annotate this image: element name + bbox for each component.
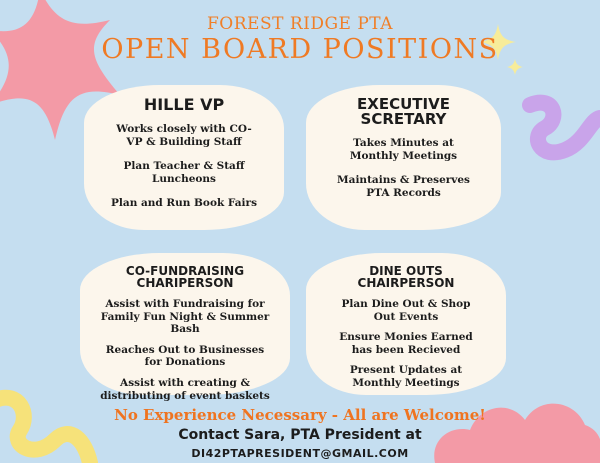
card-title: EXECUTIVE SCRETARY	[357, 95, 450, 128]
position-card-hille-vp	[84, 85, 284, 230]
card-title: CO-FUNDRAISING CHARIPERSON	[125, 264, 245, 290]
card-item: Ensure Monies Earned has been Recieved	[339, 331, 473, 356]
card-item: Reaches Out to Businesses for Donations	[105, 343, 265, 369]
lilac-squiggle-decoration	[500, 90, 600, 170]
card-item: Plan Dine Out & Shop Out Events	[341, 298, 471, 323]
card-item: Plan and Run Book Fairs	[111, 197, 257, 210]
contact-email-link[interactable]: DI42PTAPRESIDENT@GMAIL.COM	[191, 447, 409, 460]
card-item: Takes Minutes at Monthly Meetings	[349, 137, 458, 162]
position-card-executive-secretary	[306, 85, 501, 230]
card-item: Assist with creating & distributing of event baskets	[100, 376, 270, 402]
card-item: Assist with Fundraising for Family Fun Night & Summer Bash	[100, 298, 270, 336]
pink-wave-decoration	[0, 270, 90, 350]
position-card-co-fundraising	[80, 253, 290, 402]
card-item: Present Updates at Monthly Meetings	[349, 364, 463, 389]
card-title: DINE OUTS CHAIRPERSON	[357, 264, 455, 290]
card-item: Maintains & Preserves PTA Records	[337, 174, 470, 199]
page-title: OPEN BOARD POSITIONS	[101, 34, 499, 65]
org-name: FOREST RIDGE PTA	[207, 14, 393, 34]
card-item: Plan Teacher & Staff Luncheons	[123, 160, 245, 185]
tagline: No Experience Necessary - All are Welcome!	[114, 406, 486, 424]
contact-text: Contact Sara, PTA President at	[178, 427, 422, 443]
position-card-dine-outs	[306, 253, 506, 395]
card-item: Works closely with CO-VP & Building Staff	[116, 123, 252, 148]
card-title: HILLE VP	[143, 95, 225, 114]
